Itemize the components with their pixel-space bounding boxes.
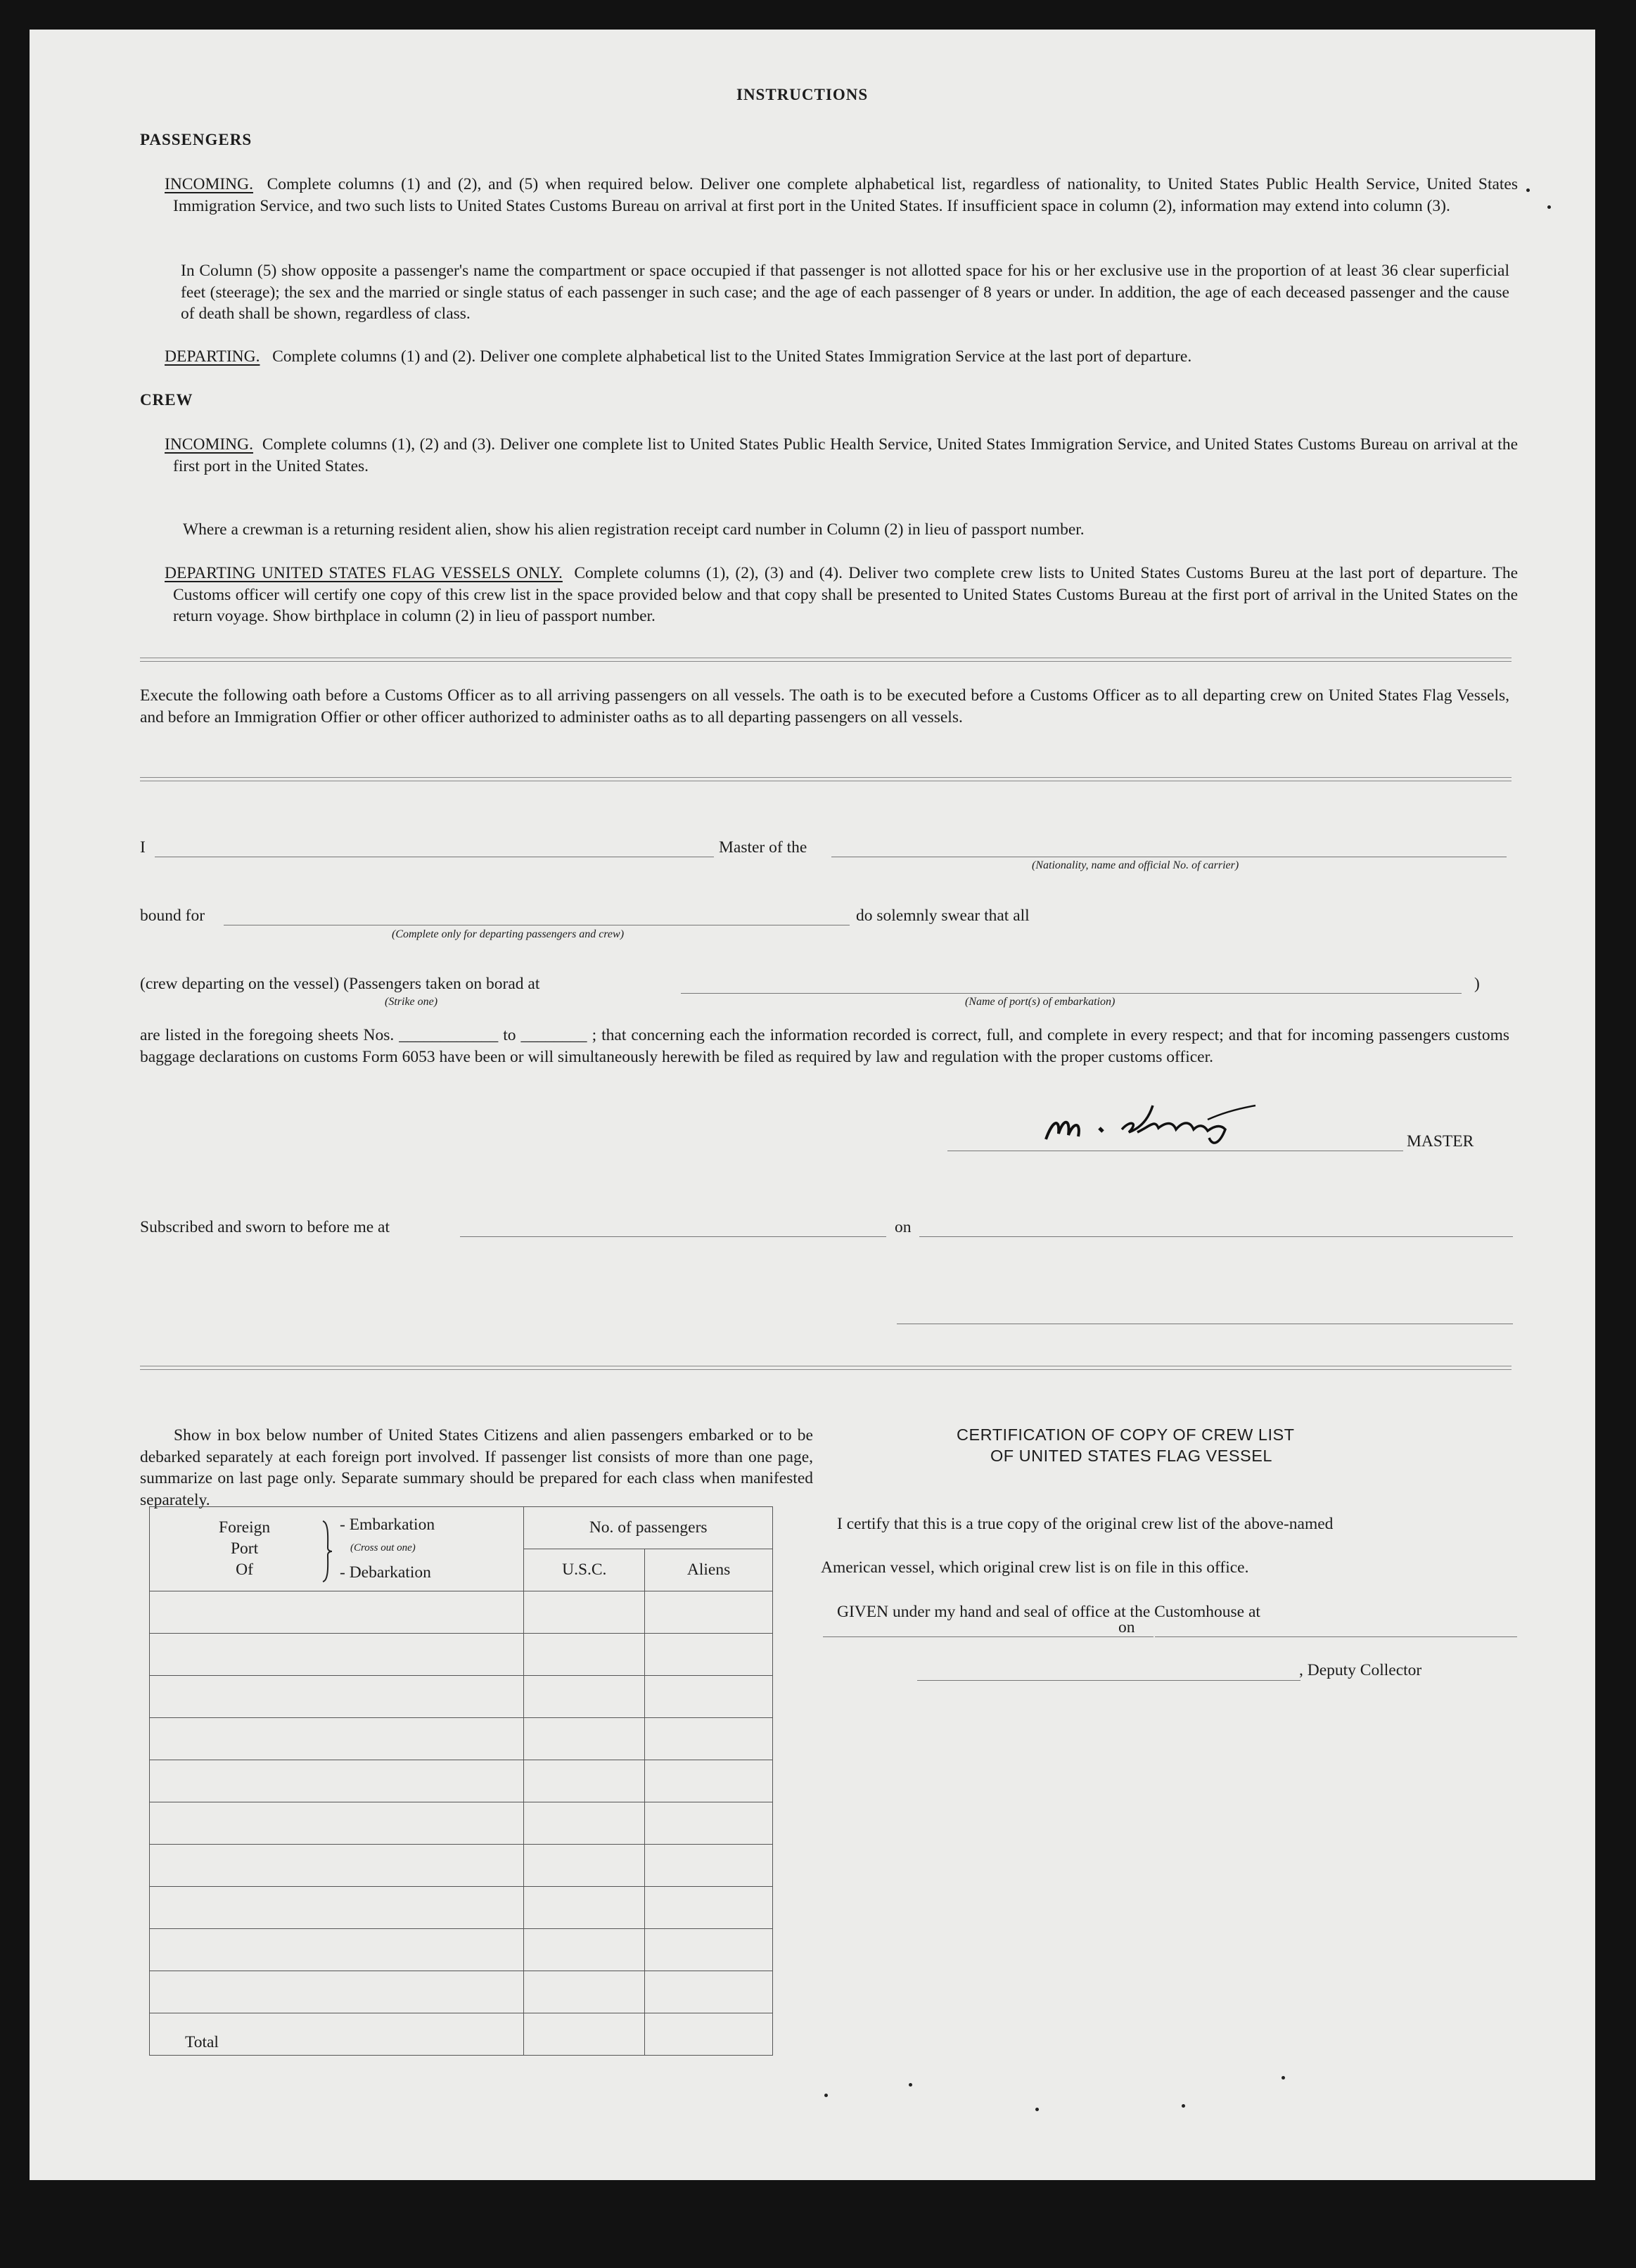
bound-for-label: bound for bbox=[140, 906, 205, 925]
scan-speck bbox=[1282, 2076, 1285, 2080]
certify-line-2: American vessel, which original crew list is on file in this office. bbox=[821, 1558, 1249, 1577]
total-aliens-cell[interactable] bbox=[645, 2013, 773, 2056]
table-row bbox=[150, 1887, 773, 1929]
total-label-cell bbox=[150, 2013, 524, 2056]
oath-intro: Execute the following oath before a Customs Officer as to all arriving passengers on all vessels. The oath is to be executed before a Customs Officer as to all departing crew on United States Flag Vessels, and before an Immigration Offier or other officer authorized to administer oaths as to all departing passengers on all vessels. bbox=[140, 686, 1509, 726]
table-row bbox=[150, 1845, 773, 1887]
certification-title-2: OF UNITED STATES FLAG VESSEL bbox=[990, 1447, 1272, 1465]
crew-incoming-paragraph bbox=[165, 434, 1518, 477]
aliens-cell[interactable] bbox=[645, 1760, 773, 1802]
passengers-heading: PASSENGERS bbox=[140, 131, 253, 148]
no-of-passengers-header: No. of passengers bbox=[524, 1507, 773, 1549]
table-row bbox=[150, 1718, 773, 1760]
port-cell[interactable] bbox=[150, 1760, 524, 1802]
master-signature bbox=[1032, 1077, 1257, 1155]
foreign-label: Foreign bbox=[219, 1518, 271, 1537]
of-label: Of bbox=[236, 1561, 253, 1579]
usc-cell[interactable] bbox=[524, 1760, 645, 1802]
usc-cell[interactable] bbox=[524, 1971, 645, 2013]
divider bbox=[140, 661, 1512, 662]
passengers-departing-label: DEPARTING. bbox=[165, 347, 260, 366]
strike-caption: (Strike one) bbox=[385, 996, 438, 1008]
aliens-cell[interactable] bbox=[645, 1591, 773, 1634]
port-cell[interactable] bbox=[150, 1802, 524, 1845]
usc-cell[interactable] bbox=[524, 1802, 645, 1845]
summary-instruction: Show in box below number of United States Citizens and alien passengers embarked or to be debarked separately at each foreign port involved. If passenger list consists of more than one page, summarize on last page only. Separate summary should be prepared for each class when manifested separately. bbox=[140, 1426, 813, 1509]
column5-paragraph: In Column (5) show opposite a passenger's name the compartment or space occupied if that passenger is not allotted space for his or her exclusive use in the proportion of at least 36 clear superficial feet (steerage); the sex and the married or single status of each passenger in such case; and the age of each passenger of 8 years or under. In addition, the age of each deceased passenger and the cause of death shall be shown, regardless of class. bbox=[181, 262, 1509, 323]
divider bbox=[140, 777, 1512, 778]
passengers-departing-text: Complete columns (1) and (2). Deliver one complete alphabetical list to the United States Immigration Service at the last port of departure. bbox=[272, 347, 1192, 366]
aliens-cell[interactable] bbox=[645, 1929, 773, 1971]
close-paren: ) bbox=[1474, 975, 1480, 993]
crew-departing-label: DEPARTING UNITED STATES FLAG VESSELS ONLY. bbox=[165, 564, 563, 582]
crew-passengers-text: (crew departing on the vessel) (Passengers taken on borad at bbox=[140, 975, 540, 993]
subscribed-on-label: on bbox=[895, 1218, 912, 1236]
master-of-the-label: Master of the bbox=[719, 838, 807, 857]
crew-heading: CREW bbox=[140, 391, 193, 409]
deputy-collector-label: , Deputy Collector bbox=[1299, 1661, 1422, 1679]
scan-speck bbox=[909, 2083, 912, 2087]
table-row bbox=[150, 1971, 773, 2013]
scan-speck bbox=[1547, 205, 1551, 209]
subscribed-date-field[interactable] bbox=[919, 1236, 1513, 1237]
port-cell[interactable] bbox=[150, 1845, 524, 1887]
aliens-cell[interactable] bbox=[645, 1634, 773, 1676]
aliens-cell[interactable] bbox=[645, 1802, 773, 1845]
form-page bbox=[30, 30, 1595, 2180]
subscribed-place-field[interactable] bbox=[460, 1236, 886, 1237]
subscribed-label: Subscribed and sworn to before me at bbox=[140, 1218, 390, 1236]
aliens-cell[interactable] bbox=[645, 1845, 773, 1887]
crew-departing-paragraph bbox=[165, 563, 1518, 627]
crew-incoming-label: INCOMING. bbox=[165, 435, 253, 454]
total-usc-cell[interactable] bbox=[524, 2013, 645, 2056]
bound-for-caption: (Complete only for departing passengers and crew) bbox=[392, 928, 625, 940]
passengers-incoming-paragraph bbox=[165, 174, 1518, 217]
divider bbox=[140, 1369, 1512, 1370]
usc-cell[interactable] bbox=[524, 1929, 645, 1971]
crewman-paragraph: Where a crewman is a returning resident alien, show his alien registration receipt card number in Column (2) in lieu of passport number. bbox=[183, 520, 1085, 539]
table-row bbox=[150, 1802, 773, 1845]
scan-speck bbox=[824, 2094, 828, 2097]
table-row bbox=[150, 1634, 773, 1676]
certification-title-1: CERTIFICATION OF COPY OF CREW LIST bbox=[957, 1425, 1295, 1444]
crew-departing-text: Complete columns (1), (2), (3) and (4). Deliver two complete crew lists to United States Customs Bureu at the last port of departure. The Customs officer will certify one copy of this crew list in the space provided below and that copy shall be presented to United States Customs Bureau at the first port of arrival in the United States on the return voyage. Show birthplace in column (2) in lieu of passport number. bbox=[173, 564, 1518, 625]
crew-incoming-text: Complete columns (1), (2) and (3). Deliver one complete list to United States Public Health Service, United States Immigration Service, and United States Customs Bureau on arrival at the first port in the United States. bbox=[173, 435, 1519, 475]
aliens-header: Aliens bbox=[645, 1549, 773, 1591]
certification-on-label: on bbox=[1118, 1618, 1135, 1636]
scan-speck bbox=[1182, 2104, 1185, 2108]
deputy-collector-signature-field[interactable] bbox=[917, 1680, 1301, 1681]
scan-speck bbox=[1526, 188, 1530, 192]
usc-cell[interactable] bbox=[524, 1676, 645, 1718]
scan-speck bbox=[1035, 2108, 1039, 2111]
debarkation-label: - Debarkation bbox=[340, 1563, 431, 1582]
usc-cell[interactable] bbox=[524, 1634, 645, 1676]
embarkation-label: - Embarkation bbox=[340, 1516, 435, 1534]
port-cell[interactable] bbox=[150, 1971, 524, 2013]
customhouse-field[interactable] bbox=[823, 1636, 1153, 1637]
given-text: GIVEN under my hand and seal of office at the Customhouse at bbox=[837, 1603, 1260, 1621]
passengers-departing-paragraph bbox=[165, 346, 1191, 367]
aliens-cell[interactable] bbox=[645, 1887, 773, 1929]
port-cell[interactable] bbox=[150, 1887, 524, 1929]
usc-cell[interactable] bbox=[524, 1845, 645, 1887]
aliens-cell[interactable] bbox=[645, 1718, 773, 1760]
instructions-title: INSTRUCTIONS bbox=[736, 86, 869, 103]
swear-text: do solemnly swear that all bbox=[856, 906, 1030, 925]
table-row bbox=[150, 1676, 773, 1718]
passengers-incoming-label: INCOMING. bbox=[165, 175, 253, 193]
table-row bbox=[150, 1591, 773, 1634]
carrier-caption: (Nationality, name and official No. of carrier) bbox=[1032, 859, 1239, 871]
port-cell[interactable] bbox=[150, 1929, 524, 1971]
oath-i-label: I bbox=[140, 838, 146, 857]
passengers-incoming-text: Complete columns (1) and (2), and (5) when required below. Deliver one complete alphabetical list, regardless of nationality, to United States Public Health Service, United States Immigration Service, and two such lists to United States Customs Bureau on arrival at first port in the United States. If insufficient space in column (2), information may extend into column (3). bbox=[173, 175, 1519, 215]
master-label: MASTER bbox=[1407, 1132, 1474, 1151]
table-row bbox=[150, 1760, 773, 1802]
total-row bbox=[150, 2013, 773, 2056]
certify-line-1: I certify that this is a true copy of the original crew list of the above-named bbox=[837, 1515, 1334, 1533]
usc-header: U.S.C. bbox=[524, 1549, 645, 1591]
listed-paragraph: are listed in the foregoing sheets Nos. ____________ to ________ ; that concerning each the information recorded is correct, full, and complete in every respect; and that for incoming passengers customs baggage declarations on customs Form 6053 have been or will simultaneously herewith be filed as required by law and regulation with the proper customs officer. bbox=[140, 1026, 1509, 1066]
passenger-summary-table bbox=[149, 1506, 773, 2056]
total-label: Total bbox=[185, 2033, 219, 2051]
embarkation-ports-field[interactable] bbox=[681, 993, 1462, 994]
ports-caption: (Name of port(s) of embarkation) bbox=[965, 996, 1116, 1008]
port-cell[interactable] bbox=[150, 1591, 524, 1634]
port-cell[interactable] bbox=[150, 1676, 524, 1718]
port-header-cell bbox=[150, 1507, 524, 1591]
aliens-cell[interactable] bbox=[645, 1676, 773, 1718]
certification-date-field[interactable] bbox=[1155, 1636, 1517, 1637]
usc-cell[interactable] bbox=[524, 1718, 645, 1760]
port-label: Port bbox=[230, 1539, 259, 1558]
port-cell[interactable] bbox=[150, 1634, 524, 1676]
table-row bbox=[150, 1929, 773, 1971]
cross-out-caption: (Cross out one) bbox=[350, 1542, 416, 1553]
port-cell[interactable] bbox=[150, 1718, 524, 1760]
usc-cell[interactable] bbox=[524, 1887, 645, 1929]
usc-cell[interactable] bbox=[524, 1591, 645, 1634]
brace-icon bbox=[321, 1520, 333, 1583]
aliens-cell[interactable] bbox=[645, 1971, 773, 2013]
